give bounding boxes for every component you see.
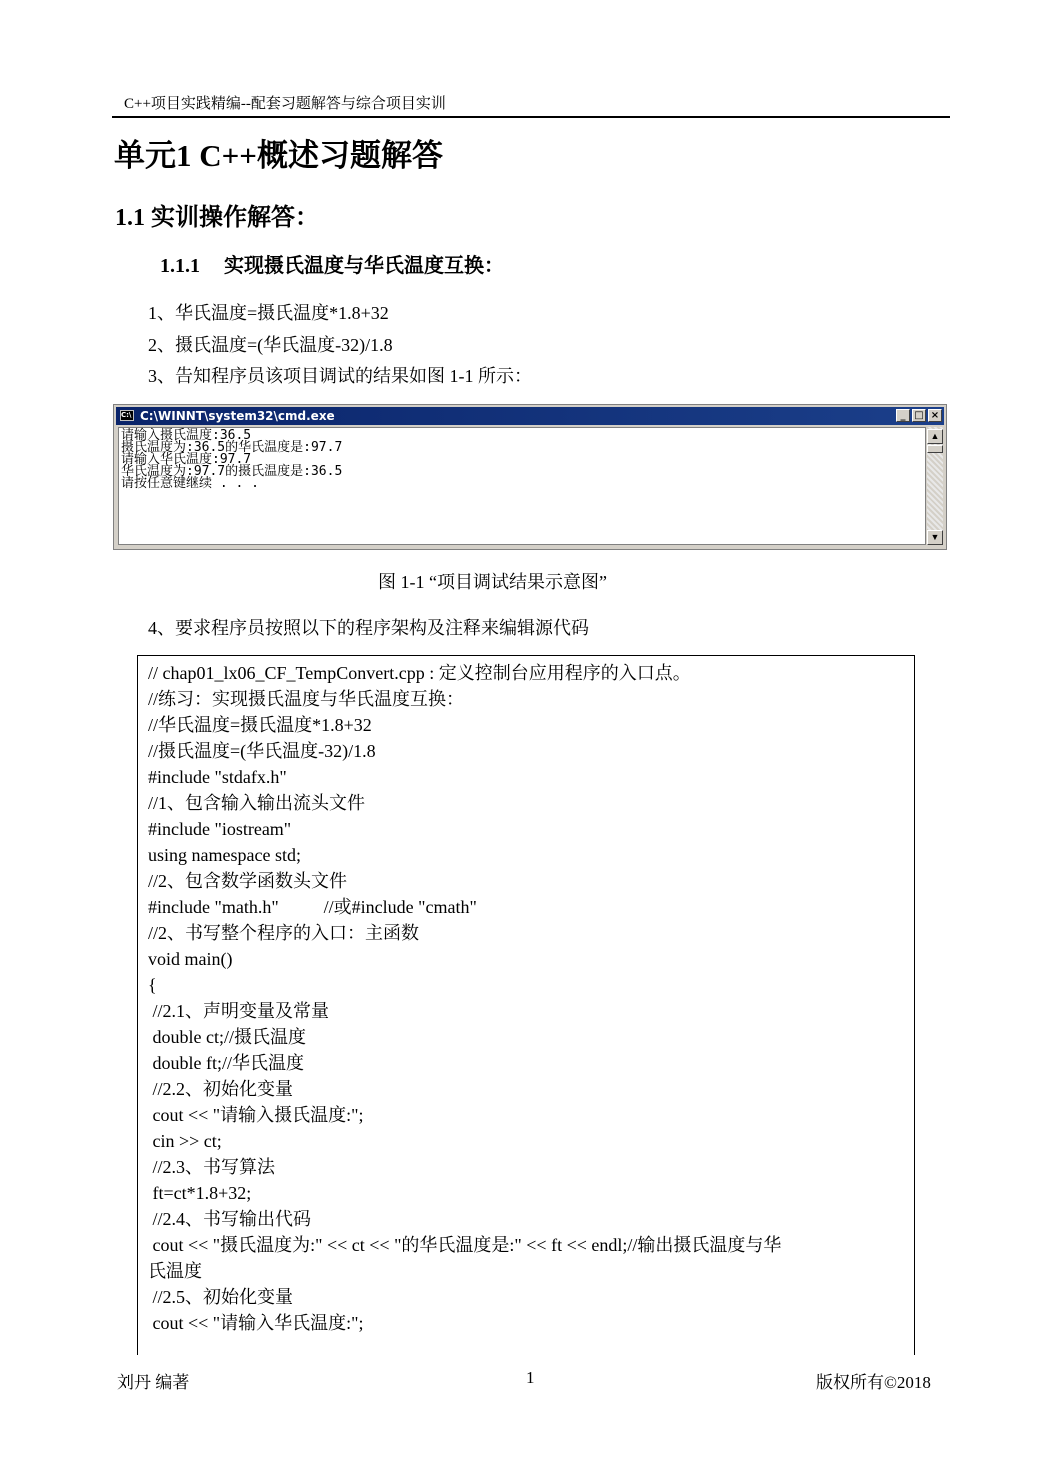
subsection-text: 实现摄氏温度与华氏温度互换：	[224, 255, 504, 277]
paragraph-3: 3、告知程序员该项目调试的结果如图 1-1 所示：	[148, 366, 532, 386]
code-listing	[137, 655, 915, 1355]
code-line: //2.2、初始化变量	[148, 1079, 294, 1099]
code-line: #include "math.h" //或#include "cmath"	[148, 897, 477, 917]
console-window	[113, 404, 947, 550]
subsection-number: 1.1.1	[160, 255, 200, 277]
console-output	[118, 427, 926, 545]
code-line: // chap01_lx06_CF_TempConvert.cpp : 定义控制台应用程序的入口点。	[148, 663, 691, 683]
maximize-icon[interactable]: □	[912, 409, 926, 422]
footer-author: 刘丹 编著	[117, 1373, 190, 1392]
footer-copyright: 版权所有©2018	[816, 1373, 931, 1392]
code-line: //华氏温度=摄氏温度*1.8+32	[148, 715, 372, 735]
code-lines	[148, 660, 781, 1336]
cmd-icon: C:\	[120, 410, 134, 421]
paragraph-1: 1、华氏温度=摄氏温度*1.8+32	[148, 303, 389, 323]
code-line: #include "stdafx.h"	[148, 767, 287, 787]
code-line: //2.4、书写输出代码	[148, 1209, 312, 1229]
console-line: 请输入华氏温度:97.7	[121, 452, 252, 467]
section-title: 1.1 实训操作解答：	[115, 205, 319, 231]
unit-title: 单元1 C++概述习题解答	[114, 138, 443, 173]
header-rule	[112, 116, 950, 118]
code-line: void main()	[148, 949, 233, 969]
code-line: #include "iostream"	[148, 819, 292, 839]
code-line: //2.1、声明变量及常量	[148, 1001, 330, 1021]
code-line: double ft;//华氏温度	[148, 1053, 304, 1073]
scroll-thumb[interactable]	[927, 445, 943, 453]
code-line: cout << "请输入摄氏温度:";	[148, 1105, 364, 1125]
code-line: double ct;//摄氏温度	[148, 1027, 306, 1047]
code-line: using namespace std;	[148, 845, 301, 865]
instruction-paragraph: 4、要求程序员按照以下的程序架构及注释来编辑源代码	[148, 618, 589, 638]
figure-caption: 图 1-1 “项目调试结果示意图”	[378, 572, 607, 592]
console-line: 华氏温度为:97.7的摄氏温度是:36.5	[121, 464, 343, 479]
console-line: 请输入摄氏温度:36.5	[121, 428, 252, 443]
code-line: //1、包含输入输出流头文件	[148, 793, 366, 813]
running-header: C++项目实践精编--配套习题解答与综合项目实训	[124, 96, 446, 112]
code-line: cout << "摄氏温度为:" << ct << "的华氏温度是:" << ft << endl;//输出摄氏温度与华	[148, 1235, 782, 1255]
close-icon[interactable]: ×	[928, 409, 942, 422]
console-titlebar[interactable]	[116, 407, 944, 425]
console-line: 请按任意键继续 . . .	[121, 476, 259, 491]
console-lines	[121, 430, 342, 490]
code-line: {	[148, 975, 157, 995]
scroll-up-icon[interactable]: ▲	[927, 429, 943, 444]
code-line: ft=ct*1.8+32;	[148, 1183, 252, 1203]
code-line: cout << "请输入华氏温度:";	[148, 1313, 364, 1333]
page-number: 1	[526, 1368, 535, 1387]
code-line: //练习：实现摄氏温度与华氏温度互换：	[148, 689, 465, 709]
scroll-down-icon[interactable]: ▼	[927, 530, 943, 545]
subsection-title	[160, 249, 504, 278]
console-scrollbar[interactable]	[927, 427, 943, 545]
minimize-icon[interactable]: _	[896, 409, 910, 422]
code-line: //2、包含数学函数头文件	[148, 871, 348, 891]
console-line: 摄氏温度为:36.5的华氏温度是:97.7	[121, 440, 343, 455]
code-line: 氏温度	[148, 1261, 202, 1281]
code-line: cin >> ct;	[148, 1131, 222, 1151]
console-title: C:\WINNT\system32\cmd.exe	[140, 409, 335, 423]
code-line: //2、书写整个程序的入口：主函数	[148, 923, 420, 943]
code-line: //2.3、书写算法	[148, 1157, 276, 1177]
code-line: //2.5、初始化变量	[148, 1287, 294, 1307]
code-line: //摄氏温度=(华氏温度-32)/1.8	[148, 741, 376, 761]
paragraph-2: 2、摄氏温度=(华氏温度-32)/1.8	[148, 335, 393, 355]
